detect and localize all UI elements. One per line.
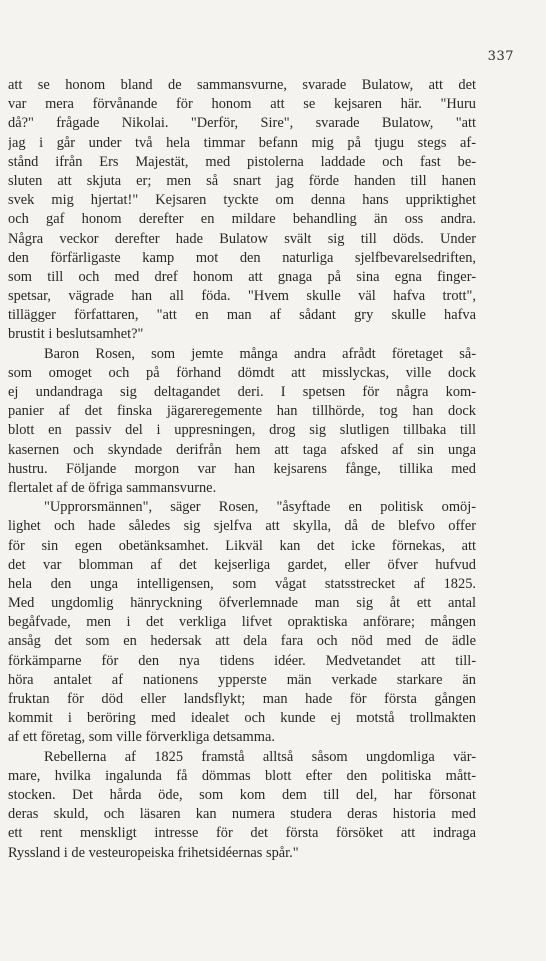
text-line: panier af det finska jägareregemente han tillhörde, tog han dock	[8, 403, 476, 420]
text-line: Med ungdomlig hänryckning öfverlemnade man sig åt ett antal	[8, 595, 476, 612]
text-line: sluten att skjuta er; men så snart jag förde handen till hanen	[8, 172, 476, 189]
text-line: ett rent menskligt intresse för det första försöket att indraga	[8, 825, 476, 842]
text-line: Några veckor derefter hade Bulatow svält sig till döds. Under	[8, 230, 476, 247]
text-line: det var blomman af det kejserliga gardet, eller öfver hufvud	[8, 556, 476, 573]
text-line: den förfärligaste kamp mot den naturliga sjelfbevarelsedriften,	[8, 249, 476, 266]
text-line: som till och med dref honom att gnaga på sina egna finger-	[8, 268, 476, 285]
text-line: deras skuld, och läsaren kan numera studera deras historia med	[8, 806, 476, 823]
text-line: hustru. Följande morgon var han kejsarens fånge, tillika med	[8, 460, 476, 477]
body-text	[8, 76, 476, 863]
text-line: var mera förvånande för honom att se kejsaren här. "Huru	[8, 96, 476, 113]
text-line: tillägger författaren, "att en man af sådant gry skulle hafva	[8, 307, 476, 324]
text-line: som omoget och på förhand dömdt att misslyckas, ville dock	[8, 364, 476, 381]
text-line: för sin egen obetänksamhet. Likväl kan det icke förnekas, att	[8, 537, 476, 554]
text-line: ansåg det som en hedersak att dela fara och nöd med de ädle	[8, 633, 476, 650]
text-line: mare, hvilka ingalunda få dömmas blott efter den politiska mått-	[8, 767, 476, 784]
text-line: kommit i beröring med idealet och kunde ej motstå trollmakten	[8, 710, 476, 727]
text-line: flertalet af de öfriga sammansvurne.	[8, 479, 217, 496]
text-line: spetsar, vägrade han all föda. "Hvem skulle väl hafva trott",	[8, 288, 476, 305]
text-line: svek mig hjertat!" Kejsaren tyckte om denna hans uppriktighet	[8, 192, 476, 209]
text-line: jag i går under två hela timmar befann mig på tjugu stegs af-	[8, 134, 476, 151]
text-line: Baron Rosen, som jemte många andra afrådt företaget så-	[44, 345, 476, 362]
text-line: ej undandraga sig deltagandet deri. I spetsen för några kom-	[8, 384, 476, 400]
text-line: Rebellerna af 1825 framstå alltså såsom ungdomliga vär-	[44, 748, 476, 765]
text-line: att se honom bland de sammansvurne, svarade Bulatow, att det	[8, 77, 476, 93]
text-line: stocken. Det hårda öde, som kom dem till del, har försonat	[8, 786, 476, 803]
text-line: stånd ifrån Ers Majestät, med pistolerna laddade och fast be-	[8, 153, 476, 170]
text-line: af ett företag, som ville förverkliga detsamma.	[8, 729, 275, 746]
text-line: förkämparne för den nya tidens idéer. Medvetandet att till-	[8, 652, 476, 669]
text-line: kasernen och skyndade derifrån hem att taga afsked af sin unga	[8, 441, 476, 458]
text-line: brustit i beslutsamhet?"	[8, 326, 144, 343]
text-line: fruktan för död eller landsflykt; man hade för första gången	[8, 691, 476, 707]
text-line: begåfvade, men i det verkliga lifvet opraktiska anförare; mången	[8, 614, 476, 631]
text-line: Ryssland i de vesteuropeiska frihetsidéernas spår."	[8, 844, 299, 861]
text-line: och gaf honom derefter en mildare behandling än oss andra.	[8, 211, 476, 228]
text-line: "Upprorsmännen", säger Rosen, "åsyftade en politisk omöj-	[44, 499, 476, 516]
page-number: 337	[487, 49, 514, 64]
text-line: blott en passiv del i uppresningen, drog sig slutligen tillbaka till	[8, 422, 476, 439]
text-line: höra antalet af nationens ypperste män verkade starkare än	[8, 671, 476, 688]
text-line: lighet och hade således sig sjelfva att skylla, då de blefvo offer	[8, 518, 476, 535]
text-line: då?" frågade Nikolai. "Derför, Sire", svarade Bulatow, "att	[8, 115, 476, 132]
text-line: hela den unga intelligensen, som vågat statsstrecket af 1825.	[8, 575, 476, 592]
